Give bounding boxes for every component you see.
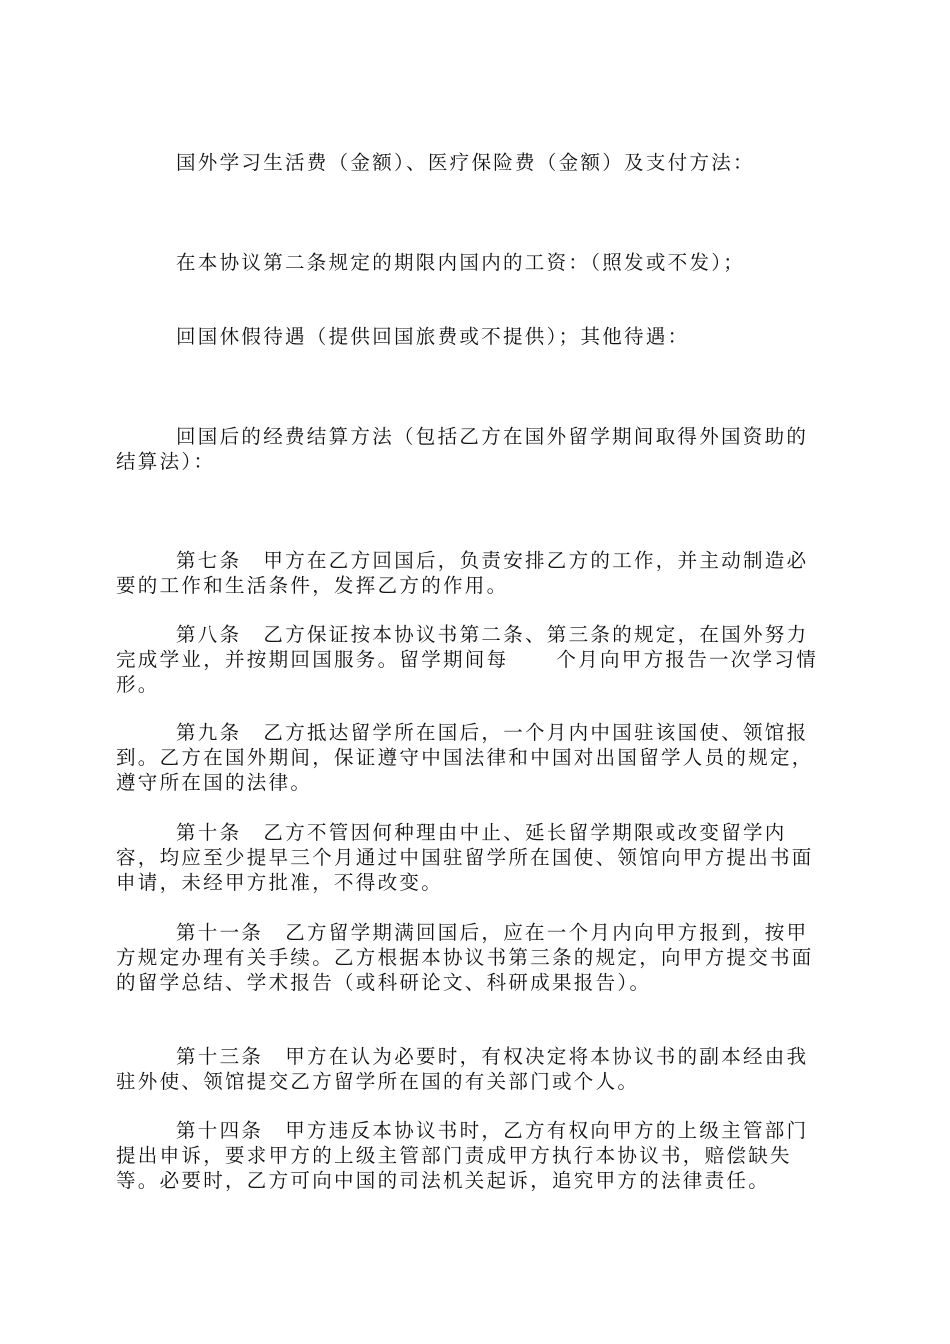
paragraph-home-leave	[116, 324, 836, 349]
paragraph-expense-settlement	[116, 424, 836, 474]
article-8	[116, 622, 836, 697]
article-label: 第十一条	[176, 921, 264, 944]
text-line: 结算法）：	[116, 450, 216, 473]
text-line	[116, 647, 836, 672]
article-14	[116, 1118, 836, 1193]
article-label: 第十条	[176, 821, 242, 844]
text-line: 要的工作和生活条件，发挥乙方的作用。	[116, 574, 509, 597]
text-line	[116, 720, 836, 745]
text-line: 形。	[116, 673, 160, 696]
article-label: 第十三条	[176, 1045, 264, 1068]
text-line: 的留学总结、学术报告（或科研论文、科研成果报告）。	[116, 971, 652, 994]
article-text: 甲方违反本协议书时，乙方有权向甲方的上级主管部门	[285, 1119, 809, 1142]
text-line: 驻外使、领馆提交乙方留学所在国的有关部门或个人。	[116, 1070, 640, 1093]
article-label: 第九条	[176, 721, 242, 744]
paragraph-living-expenses	[116, 150, 836, 175]
article-text: 乙方保证按本协议书第二条、第三条的规定，在国外努力	[263, 623, 809, 646]
article-text: 甲方在认为必要时，有权决定将本协议书的副本经由我	[285, 1045, 809, 1068]
article-text: 个月向甲方报告一次学习情	[556, 648, 819, 671]
article-10	[116, 820, 836, 895]
text-line	[116, 1118, 836, 1143]
text-line	[116, 920, 836, 945]
text-line: 容，均应至少提早三个月通过中国驻留学所在国使、领馆向甲方提出书面	[116, 846, 814, 869]
text-line: 申请，未经甲方批准，不得改变。	[116, 871, 444, 894]
text-line: 在本协议第二条规定的期限内国内的工资：（照发或不发）；	[176, 251, 746, 274]
article-label: 第七条	[176, 549, 242, 572]
article-13	[116, 1044, 836, 1094]
text-line	[116, 1044, 836, 1069]
article-text: 乙方抵达留学所在国后，一个月内中国驻该国使、领馆报	[263, 721, 809, 744]
text-line	[116, 548, 836, 573]
text-line: 国外学习生活费（金额）、医疗保险费（金额）及支付方法：	[176, 151, 755, 174]
paragraph-domestic-salary	[116, 250, 836, 275]
article-text: 乙方留学期满回国后，应在一个月内向甲方报到，按甲	[285, 921, 809, 944]
article-11	[116, 920, 836, 995]
article-label: 第八条	[176, 623, 242, 646]
article-7	[116, 548, 836, 598]
text-line: 回国后的经费结算方法（包括乙方在国外留学期间取得外国资助的	[176, 425, 809, 448]
text-line: 回国休假待遇（提供回国旅费或不提供）；其他待遇：	[176, 325, 690, 348]
text-line: 提出申诉，要求甲方的上级主管部门责成甲方执行本协议书，赔偿缺失	[116, 1144, 792, 1167]
text-line: 方规定办理有关手续。乙方根据本协议书第三条的规定，向甲方提交书面	[116, 946, 814, 969]
text-line: 到。乙方在国外期间，保证遵守中国法律和中国对出国留学人员的规定，	[116, 746, 814, 769]
text-line: 等。必要时，乙方可向中国的司法机关起诉，追究甲方的法律责任。	[116, 1169, 771, 1192]
text-line	[116, 820, 836, 845]
text-line: 遵守所在国的法律。	[116, 771, 313, 794]
article-text: 完成学业，并按期回国服务。留学期间每	[116, 648, 509, 671]
article-text: 乙方不管因何种理由中止、延长留学期限或改变留学内	[263, 821, 787, 844]
text-line	[116, 622, 836, 647]
article-9	[116, 720, 836, 795]
article-text: 甲方在乙方回国后，负责安排乙方的工作，并主动制造必	[263, 549, 809, 572]
article-label: 第十四条	[176, 1119, 264, 1142]
